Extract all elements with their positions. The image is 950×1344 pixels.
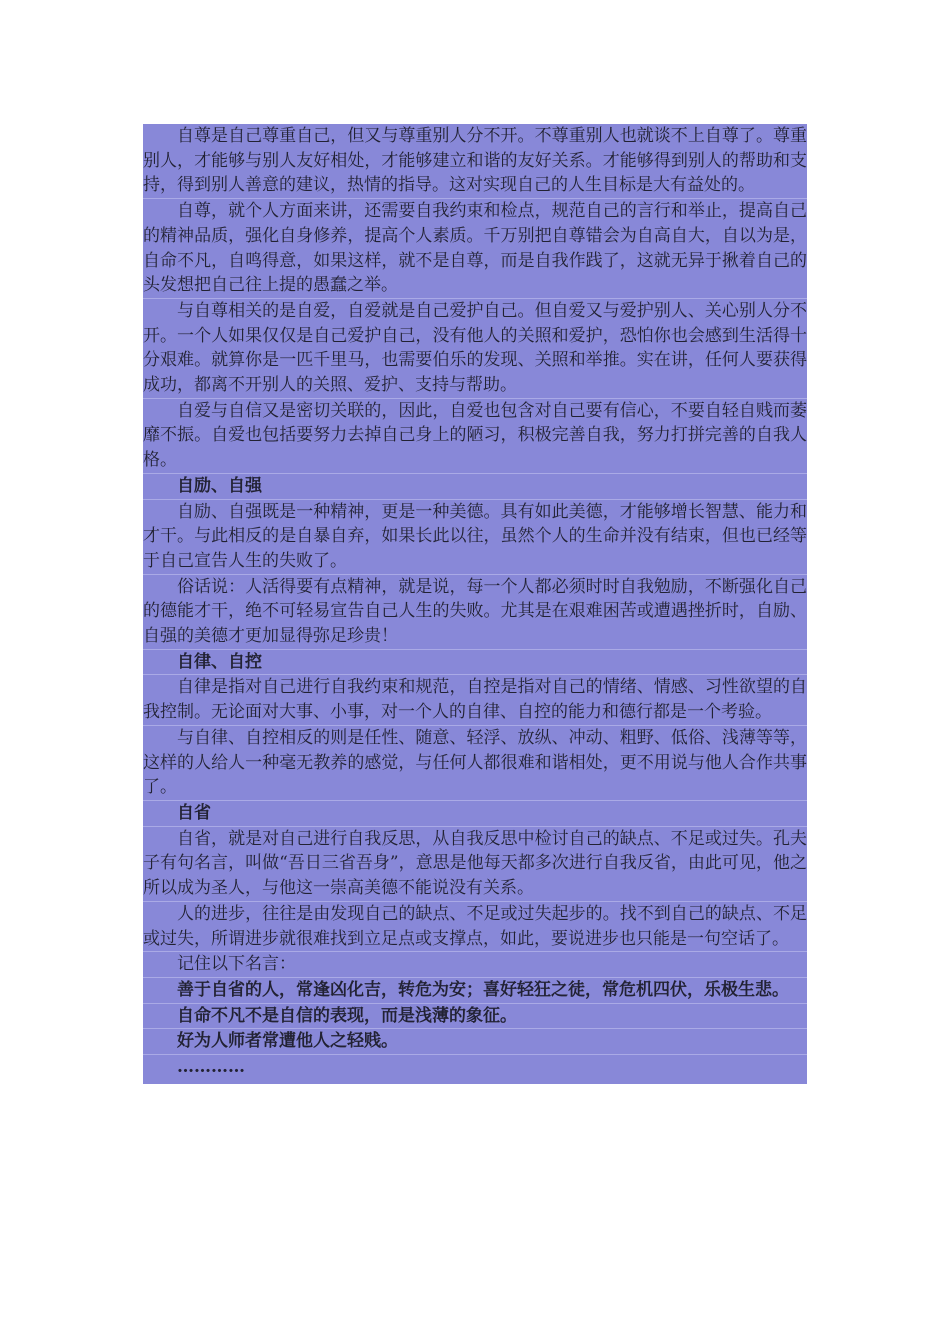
paragraph: 自省，就是对自己进行自我反思，从自我反思中检讨自己的缺点、不足或过失。孔夫子有句名言，叫做“吾日三省吾身”，意思是他每天都多次进行自我反省，由此可见，他之所以成为圣人，与他这一崇高美德不能说没有关系。: [143, 827, 807, 902]
ellipsis: …………: [177, 1057, 245, 1078]
section-heading: 自省: [143, 801, 807, 827]
paragraph: 自爱与自信又是密切关联的，因此，自爱也包含对自己要有信心，不要自轻自贱而萎靡不振。自爱也包括要努力去掉自己身上的陋习，积极完善自我，努力打拼完善的自我人格。: [143, 399, 807, 474]
paragraph: 自尊是自己尊重自己，但又与尊重别人分不开。不尊重别人也就谈不上自尊了。尊重别人，才能够与别人友好相处，才能够建立和谐的友好关系。才能够得到别人的帮助和支持，得到别人善意的建议，热情的指导。这对实现自己的人生目标是大有益处的。: [143, 124, 807, 199]
quote: 自命不凡不是自信的表现，而是浅薄的象征。: [143, 1004, 807, 1030]
quote: 善于自省的人，常逢凶化吉，转危为安；喜好轻狂之徒，常危机四伏，乐极生悲。: [143, 978, 807, 1004]
quote: 好为人师者常遭他人之轻贱。: [143, 1029, 807, 1055]
paragraph: 自律是指对自己进行自我约束和规范，自控是指对自己的情绪、情感、习性欲望的自我控制。无论面对大事、小事，对一个人的自律、自控的能力和德行都是一个考验。: [143, 675, 807, 725]
paragraph: 与自尊相关的是自爱，自爱就是自己爱护自己。但自爱又与爱护别人、关心别人分不开。一个人如果仅仅是自己爱护自己，没有他人的关照和爱护，恐怕你也会感到生活得十分艰难。就算你是一匹千里马，也需要伯乐的发现、关照和举推。实在讲，任何人要获得成功，都离不开别人的关照、爱护、支持与帮助。: [143, 299, 807, 399]
paragraph: 自尊，就个人方面来讲，还需要自我约束和检点，规范自己的言行和举止，提高自己的精神品质，强化自身修养，提高个人素质。千万别把自尊错会为自高自大，自以为是，自命不凡，自鸣得意，如果这样，就不是自尊，而是自我作践了，这就无异于揪着自己的头发想把自己往上提的愚蠢之举。: [143, 199, 807, 299]
paragraph: 与自律、自控相反的则是任性、随意、轻浮、放纵、冲动、粗野、低俗、浅薄等等，这样的人给人一种毫无教养的感觉，与任何人都很难和谐相处，更不用说与他人合作共事了。: [143, 726, 807, 801]
paragraph: 记住以下名言：: [143, 952, 807, 978]
paragraph: 俗话说：人活得要有点精神，就是说，每一个人都必须时时自我勉励，不断强化自己的德能才干，绝不可轻易宣告自己人生的失败。尤其是在艰难困苦或遭遇挫折时，自励、自强的美德才更加显得弥足珍贵！: [143, 575, 807, 650]
section-heading: 自励、自强: [143, 474, 807, 500]
paragraph: 人的进步，往往是由发现自己的缺点、不足或过失起步的。找不到自己的缺点、不足或过失，所谓进步就很难找到立足点或支撑点，如此，要说进步也只能是一句空话了。: [143, 902, 807, 952]
paragraph: 自励、自强既是一种精神，更是一种美德。具有如此美德，才能够增长智慧、能力和才干。与此相反的是自暴自弃，如果长此以往，虽然个人的生命并没有结束，但也已经等于自己宣告人生的失败了。: [143, 500, 807, 575]
highlighted-text-block: [143, 124, 807, 1084]
section-heading: 自律、自控: [143, 650, 807, 676]
